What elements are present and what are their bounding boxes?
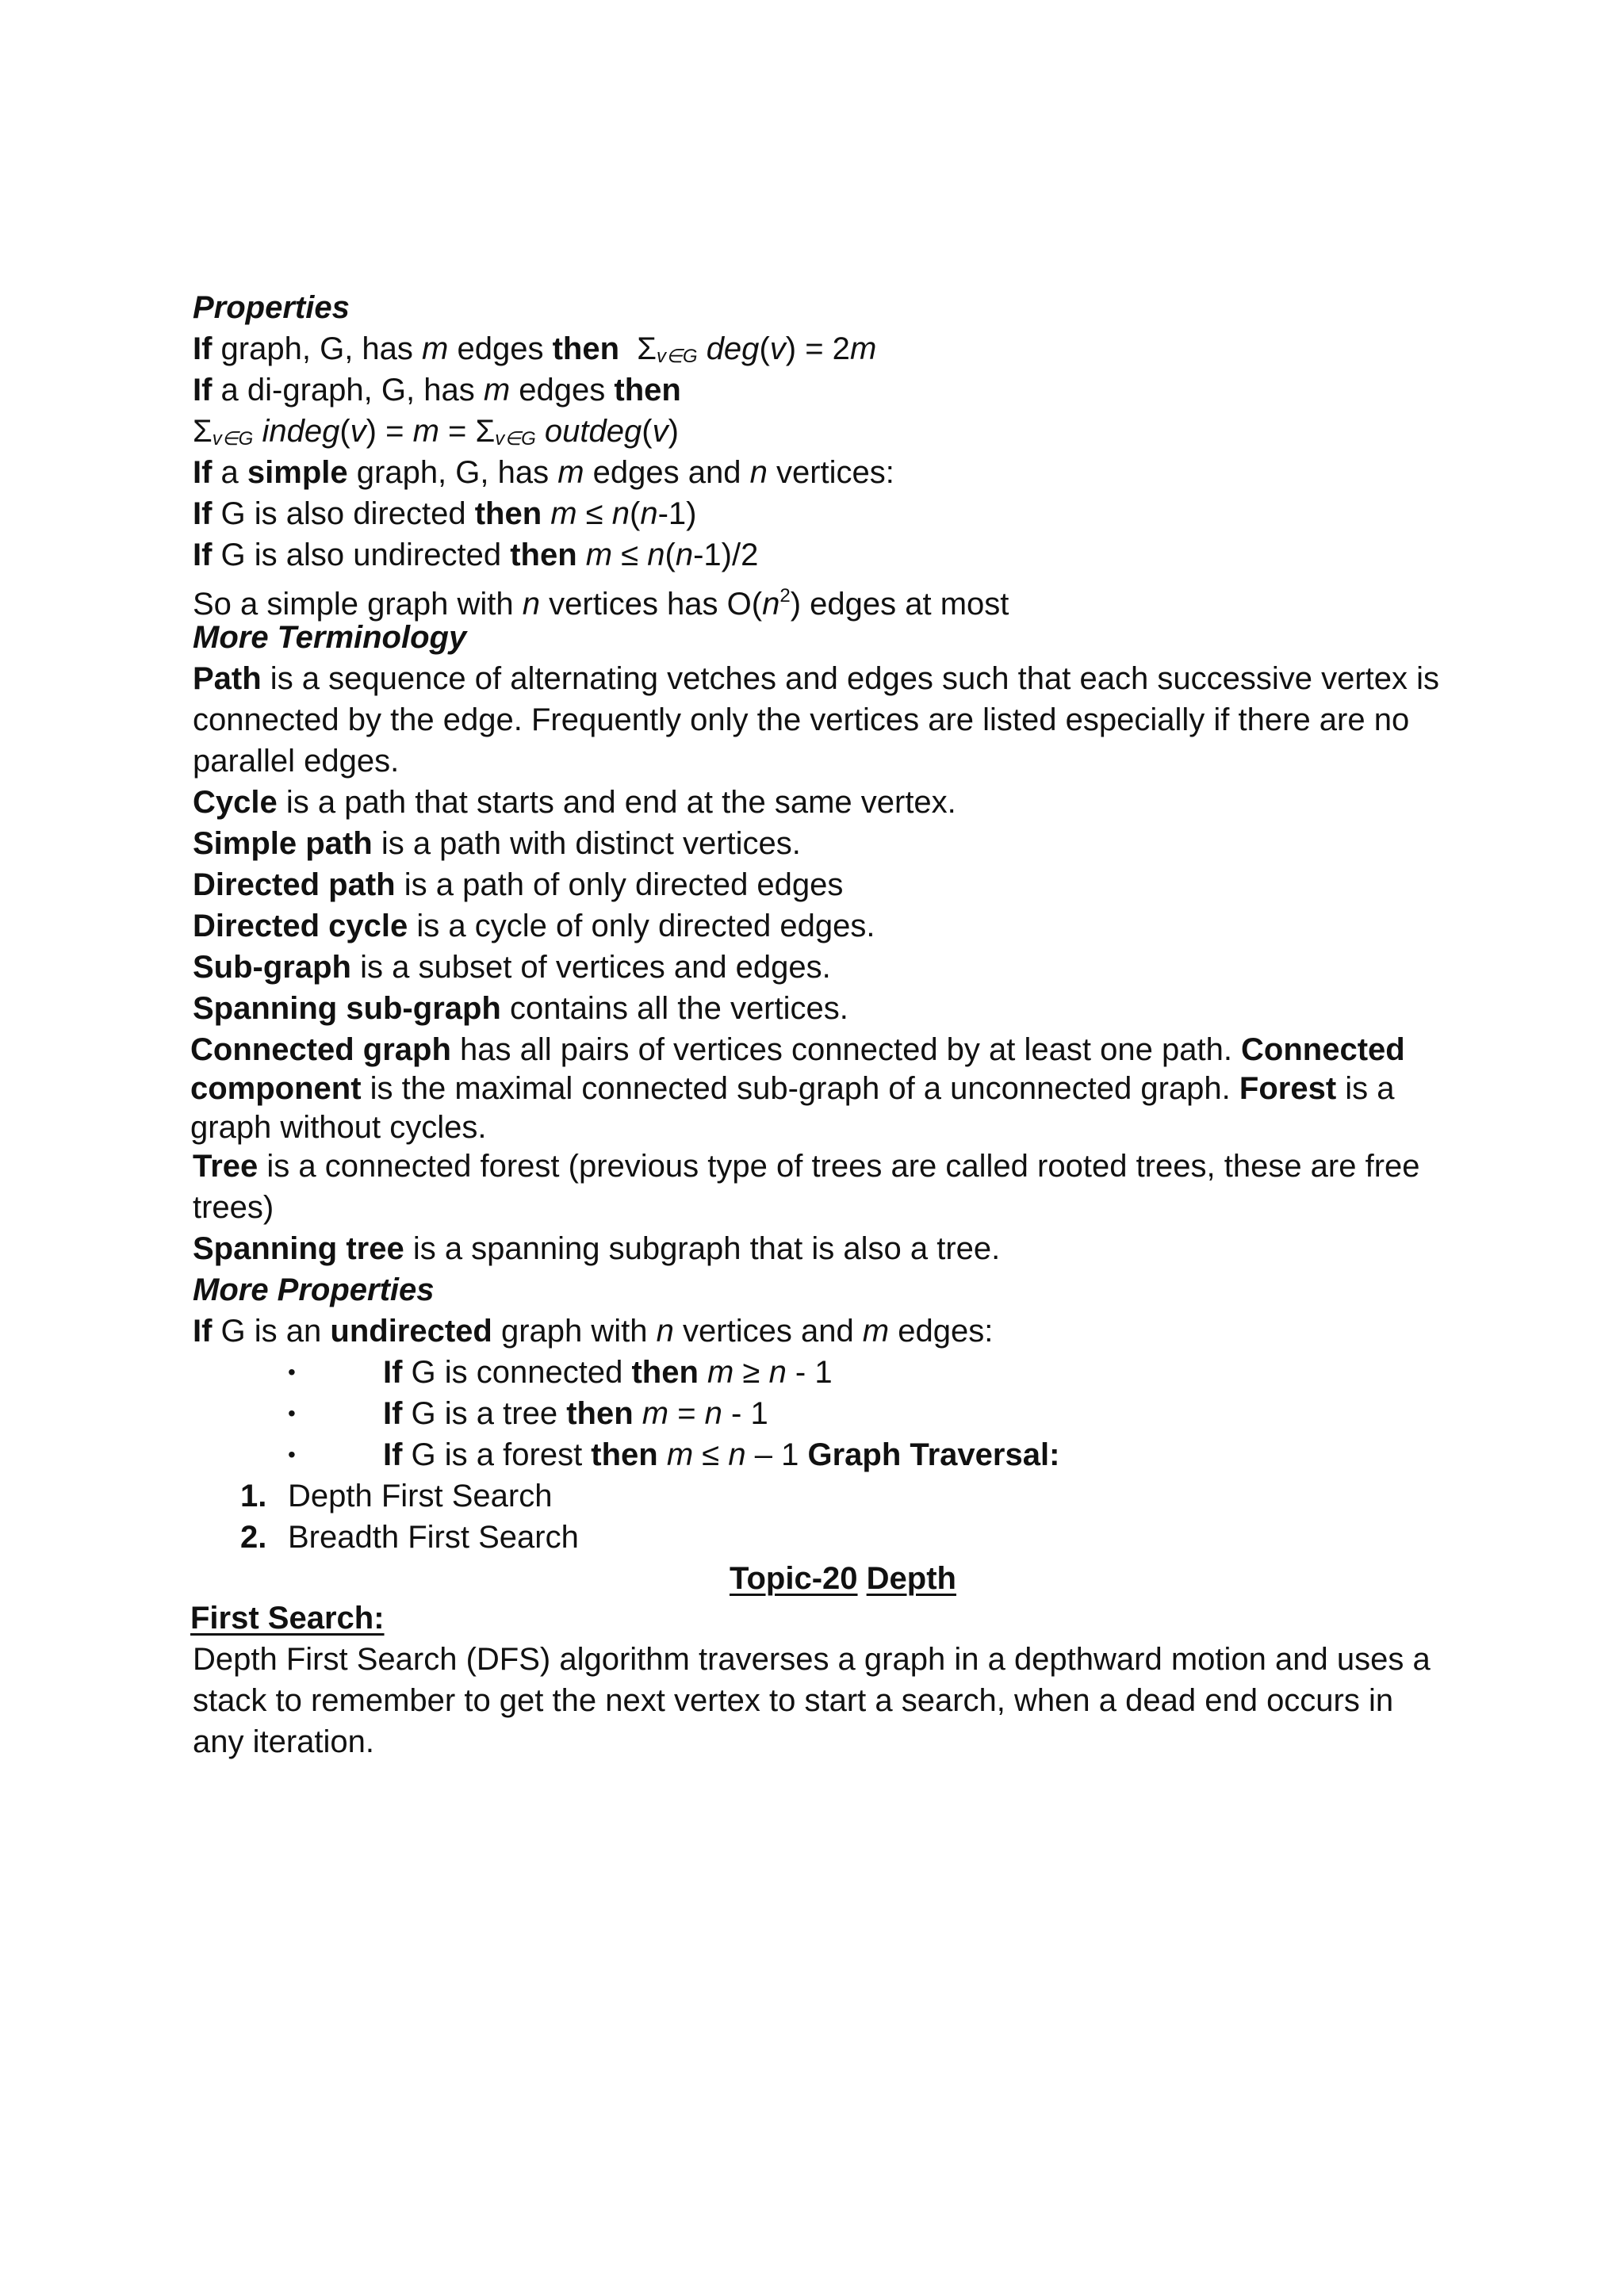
- property-line-4: If a simple graph, G, has m edges and n vertices:: [193, 455, 894, 490]
- spanning-tree-definition: Spanning tree is a spanning subgraph that is also a tree.: [193, 1231, 1001, 1266]
- bullet-icon: •: [288, 1442, 296, 1467]
- dfs-description-line-2: stack to remember to get the next vertex to start a search, when a dead end occurs in: [193, 1683, 1394, 1718]
- property-line-1: If graph, G, has m edges then Σv∈G deg(v) = 2m: [193, 331, 877, 367]
- list-item-depth-first-search: Depth First Search: [288, 1479, 553, 1513]
- dfs-description-line-1: Depth First Search (DFS) algorithm traverses a graph in a depthward motion and uses a: [193, 1642, 1431, 1677]
- property-line-5: If G is also directed then m ≤ n(n-1): [193, 496, 697, 531]
- bullet-forest: If G is a forest then m ≤ n – 1 Graph Traversal:: [383, 1437, 1060, 1472]
- list-item-number: 2.: [240, 1520, 267, 1555]
- directed-path-definition: Directed path is a path of only directed edges: [193, 867, 844, 902]
- tree-definition-line-2: trees): [193, 1190, 274, 1225]
- properties-heading: Properties: [193, 290, 350, 325]
- bullet-tree: If G is a tree then m = n - 1: [383, 1396, 768, 1431]
- topic-title: Topic-20 Depth: [730, 1561, 956, 1596]
- forest-definition-line-2: graph without cycles.: [190, 1110, 487, 1145]
- property-line-3: Σv∈G indeg(v) = m = Σv∈G outdeg(v): [193, 414, 679, 450]
- connected-component-definition: component is the maximal connected sub-graph of a unconnected graph. Forest is a: [190, 1071, 1395, 1106]
- bullet-icon: •: [288, 1360, 296, 1384]
- path-definition-line-2: connected by the edge. Frequently only the vertices are listed especially if there are no: [193, 702, 1410, 737]
- property-line-6: If G is also undirected then m ≤ n(n-1)/2: [193, 538, 759, 572]
- directed-cycle-definition: Directed cycle is a cycle of only directed edges.: [193, 909, 875, 943]
- list-item-number: 1.: [240, 1479, 267, 1513]
- tree-definition: Tree is a connected forest (previous type of trees are called rooted trees, these are free: [193, 1149, 1420, 1184]
- bullet-icon: •: [288, 1401, 296, 1425]
- connected-graph-definition: Connected graph has all pairs of vertices connected by at least one path. Connected: [190, 1032, 1405, 1067]
- first-search-heading: First Search:: [190, 1601, 385, 1636]
- property-line-2: If a di-graph, G, has m edges then: [193, 373, 681, 408]
- path-definition-line-1: Path is a sequence of alternating vetches and edges such that each successive vertex is: [193, 661, 1439, 696]
- list-item-breadth-first-search: Breadth First Search: [288, 1520, 579, 1555]
- spanning-sub-graph-definition: Spanning sub-graph contains all the vertices.: [193, 991, 848, 1026]
- more-properties-heading: More Properties: [193, 1272, 435, 1307]
- more-properties-intro: If G is an undirected graph with n vertices and m edges:: [193, 1314, 994, 1349]
- bullet-connected: If G is connected then m ≥ n - 1: [383, 1355, 833, 1390]
- path-definition-line-3: parallel edges.: [193, 744, 400, 779]
- dfs-description-line-3: any iteration.: [193, 1724, 375, 1759]
- terminology-heading: More Terminology: [193, 620, 467, 655]
- simple-path-definition: Simple path is a path with distinct vertices.: [193, 826, 801, 861]
- cycle-definition: Cycle is a path that starts and end at the same vertex.: [193, 785, 956, 820]
- sub-graph-definition: Sub-graph is a subset of vertices and edges.: [193, 950, 831, 985]
- property-line-7: So a simple graph with n vertices has $O(n^2)$ edges at most: [193, 585, 1009, 622]
